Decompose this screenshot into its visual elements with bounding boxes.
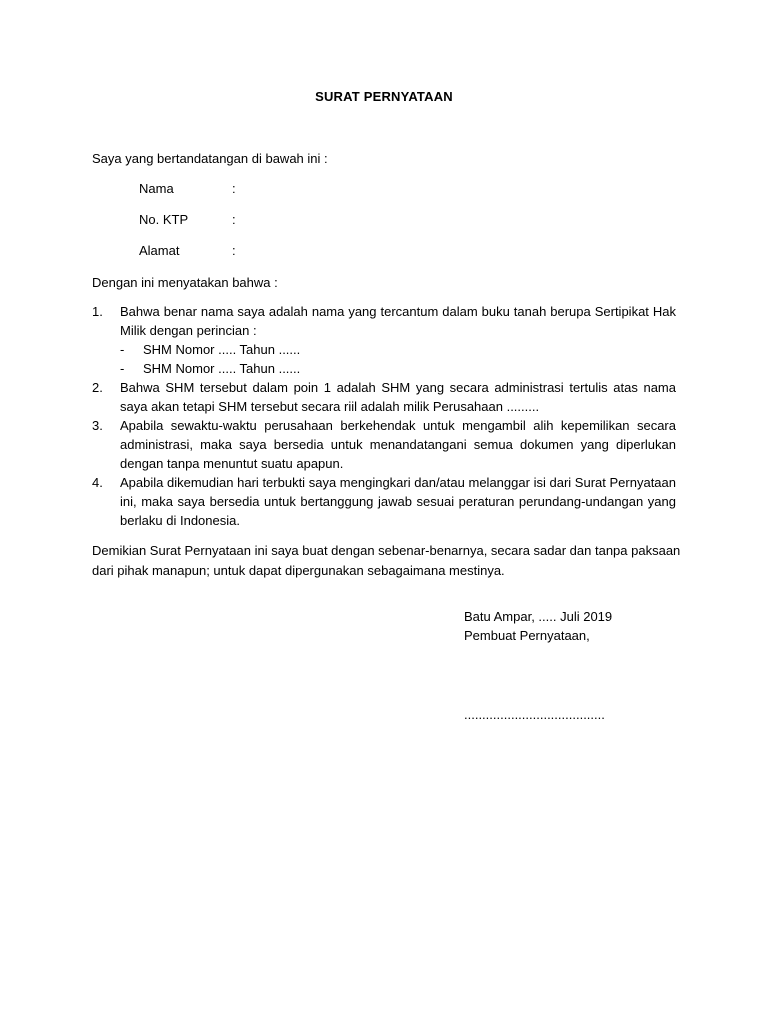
identity-row-ktp (139, 212, 236, 227)
identity-label: No. KTP (139, 212, 189, 227)
list-text: Bahwa SHM tersebut dalam poin 1 adalah SHM yang secara administrasi tertulis atas nama saya akan tetapi SHM tersebut secara riil adalah milik Perusahaan ......... (120, 380, 676, 414)
identity-colon: : (232, 212, 236, 227)
sub-dash: - (120, 361, 125, 376)
list-text: Bahwa benar nama saya adalah nama yang tercantum dalam buku tanah berupa Sertipikat Hak Milik dengan perincian : (120, 304, 676, 338)
signature-line: ....................................... (464, 707, 605, 722)
identity-row-nama (139, 181, 236, 196)
list-item (92, 416, 676, 473)
statement-list (92, 302, 676, 530)
list-item (92, 473, 676, 530)
list-number: 3. (92, 418, 103, 433)
identity-colon: : (232, 243, 236, 258)
identity-label: Nama (139, 181, 174, 196)
sub-list-item (120, 359, 676, 378)
sub-list-item (120, 340, 676, 359)
identity-label: Alamat (139, 243, 180, 258)
sub-text: SHM Nomor ..... Tahun ...... (143, 342, 301, 357)
identity-row-alamat (139, 243, 236, 258)
sub-dash: - (120, 342, 125, 357)
identity-colon: : (232, 181, 236, 196)
list-text: Apabila sewaktu-waktu perusahaan berkehendak untuk mengambil alih kepemilikan secara administrasi, maka saya bersedia untuk menandatangani semua dokumen yang diperlukan dengan tanpa menuntut suatu apapun. (120, 418, 676, 471)
sub-text: SHM Nomor ..... Tahun ...... (143, 361, 301, 376)
place-date: Batu Ampar, ..... Juli 2019 (464, 609, 613, 624)
list-number: 2. (92, 380, 103, 395)
list-text: Apabila dikemudian hari terbukti saya mengingkari dan/atau melanggar isi dari Surat Pernyataan ini, maka saya bersedia untuk bertanggung jawab sesuai peraturan perundang-undangan yang berlaku di Indonesia. (120, 475, 676, 528)
closing-paragraph: Demikian Surat Pernyataan ini saya buat dengan sebenar-benarnya, secara sadar dan tanpa paksaan dari pihak manapun; untuk dapat dipergunakan sebagaimana mestinya. (92, 543, 681, 578)
list-item (92, 302, 676, 378)
signer-role: Pembuat Pernyataan, (464, 628, 590, 643)
document-title: SURAT PERNYATAAN (315, 89, 453, 104)
list-number: 4. (92, 475, 103, 490)
statement-text: Dengan ini menyatakan bahwa : (92, 275, 278, 290)
list-number: 1. (92, 304, 103, 319)
list-item (92, 378, 676, 416)
intro-text: Saya yang bertandatangan di bawah ini : (92, 151, 328, 166)
